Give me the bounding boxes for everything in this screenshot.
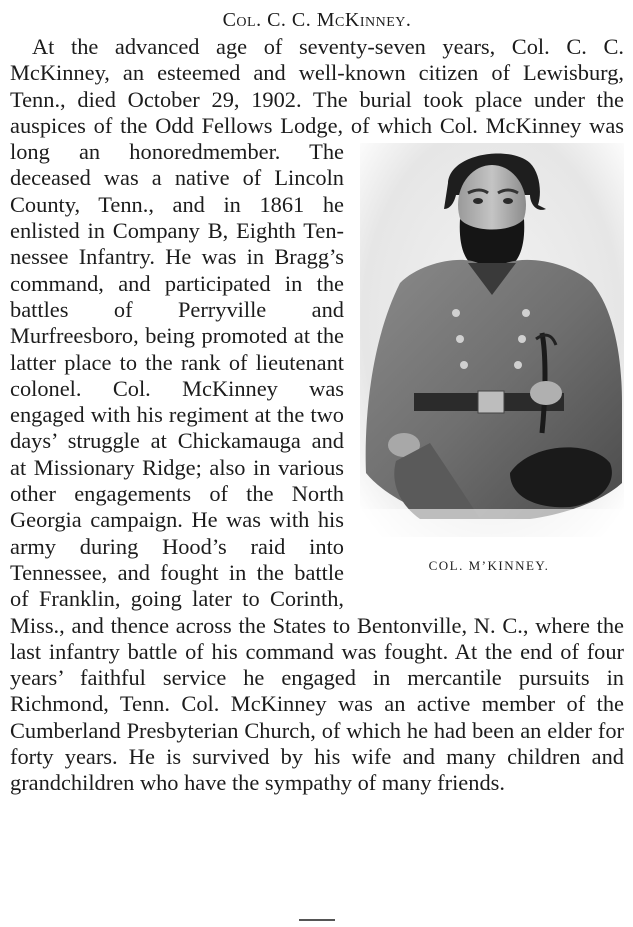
end-rule	[299, 919, 335, 921]
portrait-caption: COL. M’KINNEY.	[428, 558, 550, 574]
text-beside-figure: member. The deceased was a native of Lincoln County, Tenn., and in 1861 he enlisted in Company B, Eighth Tennessee Infantry. He was in Bragg’s command, and participated in the battles of Perryville and Murfreesboro, being promoted at the latter place to the rank of lieutenant colonel. Col. McKinney was engaged with his regiment at the two days’ struggle at Chickamauga and at Missionary Ridge; also in various other engagements of the North Georgia campaign.	[10, 139, 344, 533]
portrait-figure	[354, 143, 624, 591]
portrait-photograph	[360, 143, 624, 537]
text-before-figure: At the advanced age of seventy-seven years, Col. C. C. McKinney, an esteemed and well-known citizen of Lewisburg, Tenn., died October 29, 1902. The burial took place under the auspices of the Odd Fellows Lodge, of which Col. McKinney was long an honored	[10, 34, 624, 165]
text-after-figure: He was with his army during Hood’s raid into Tennessee, and fought in the battle of Franklin, going later to Corinth, Miss., and thence across the States to Bentonville, N. C., where the last infantry battle of his command was fought. At the end of four years’ faithful service he engaged in mercantile pursuits in Richmond, Tenn. Col. McKinney was an active member of the Cumberland Presbyterian Church, of which he had been an elder for forty years. He is survived by his wife and many children and grandchildren who have the sympathy of many friends.	[10, 507, 624, 796]
article-title: Col. C. C. McKinney.	[222, 9, 412, 31]
obituary-page	[10, 8, 624, 797]
article-body	[10, 34, 624, 797]
